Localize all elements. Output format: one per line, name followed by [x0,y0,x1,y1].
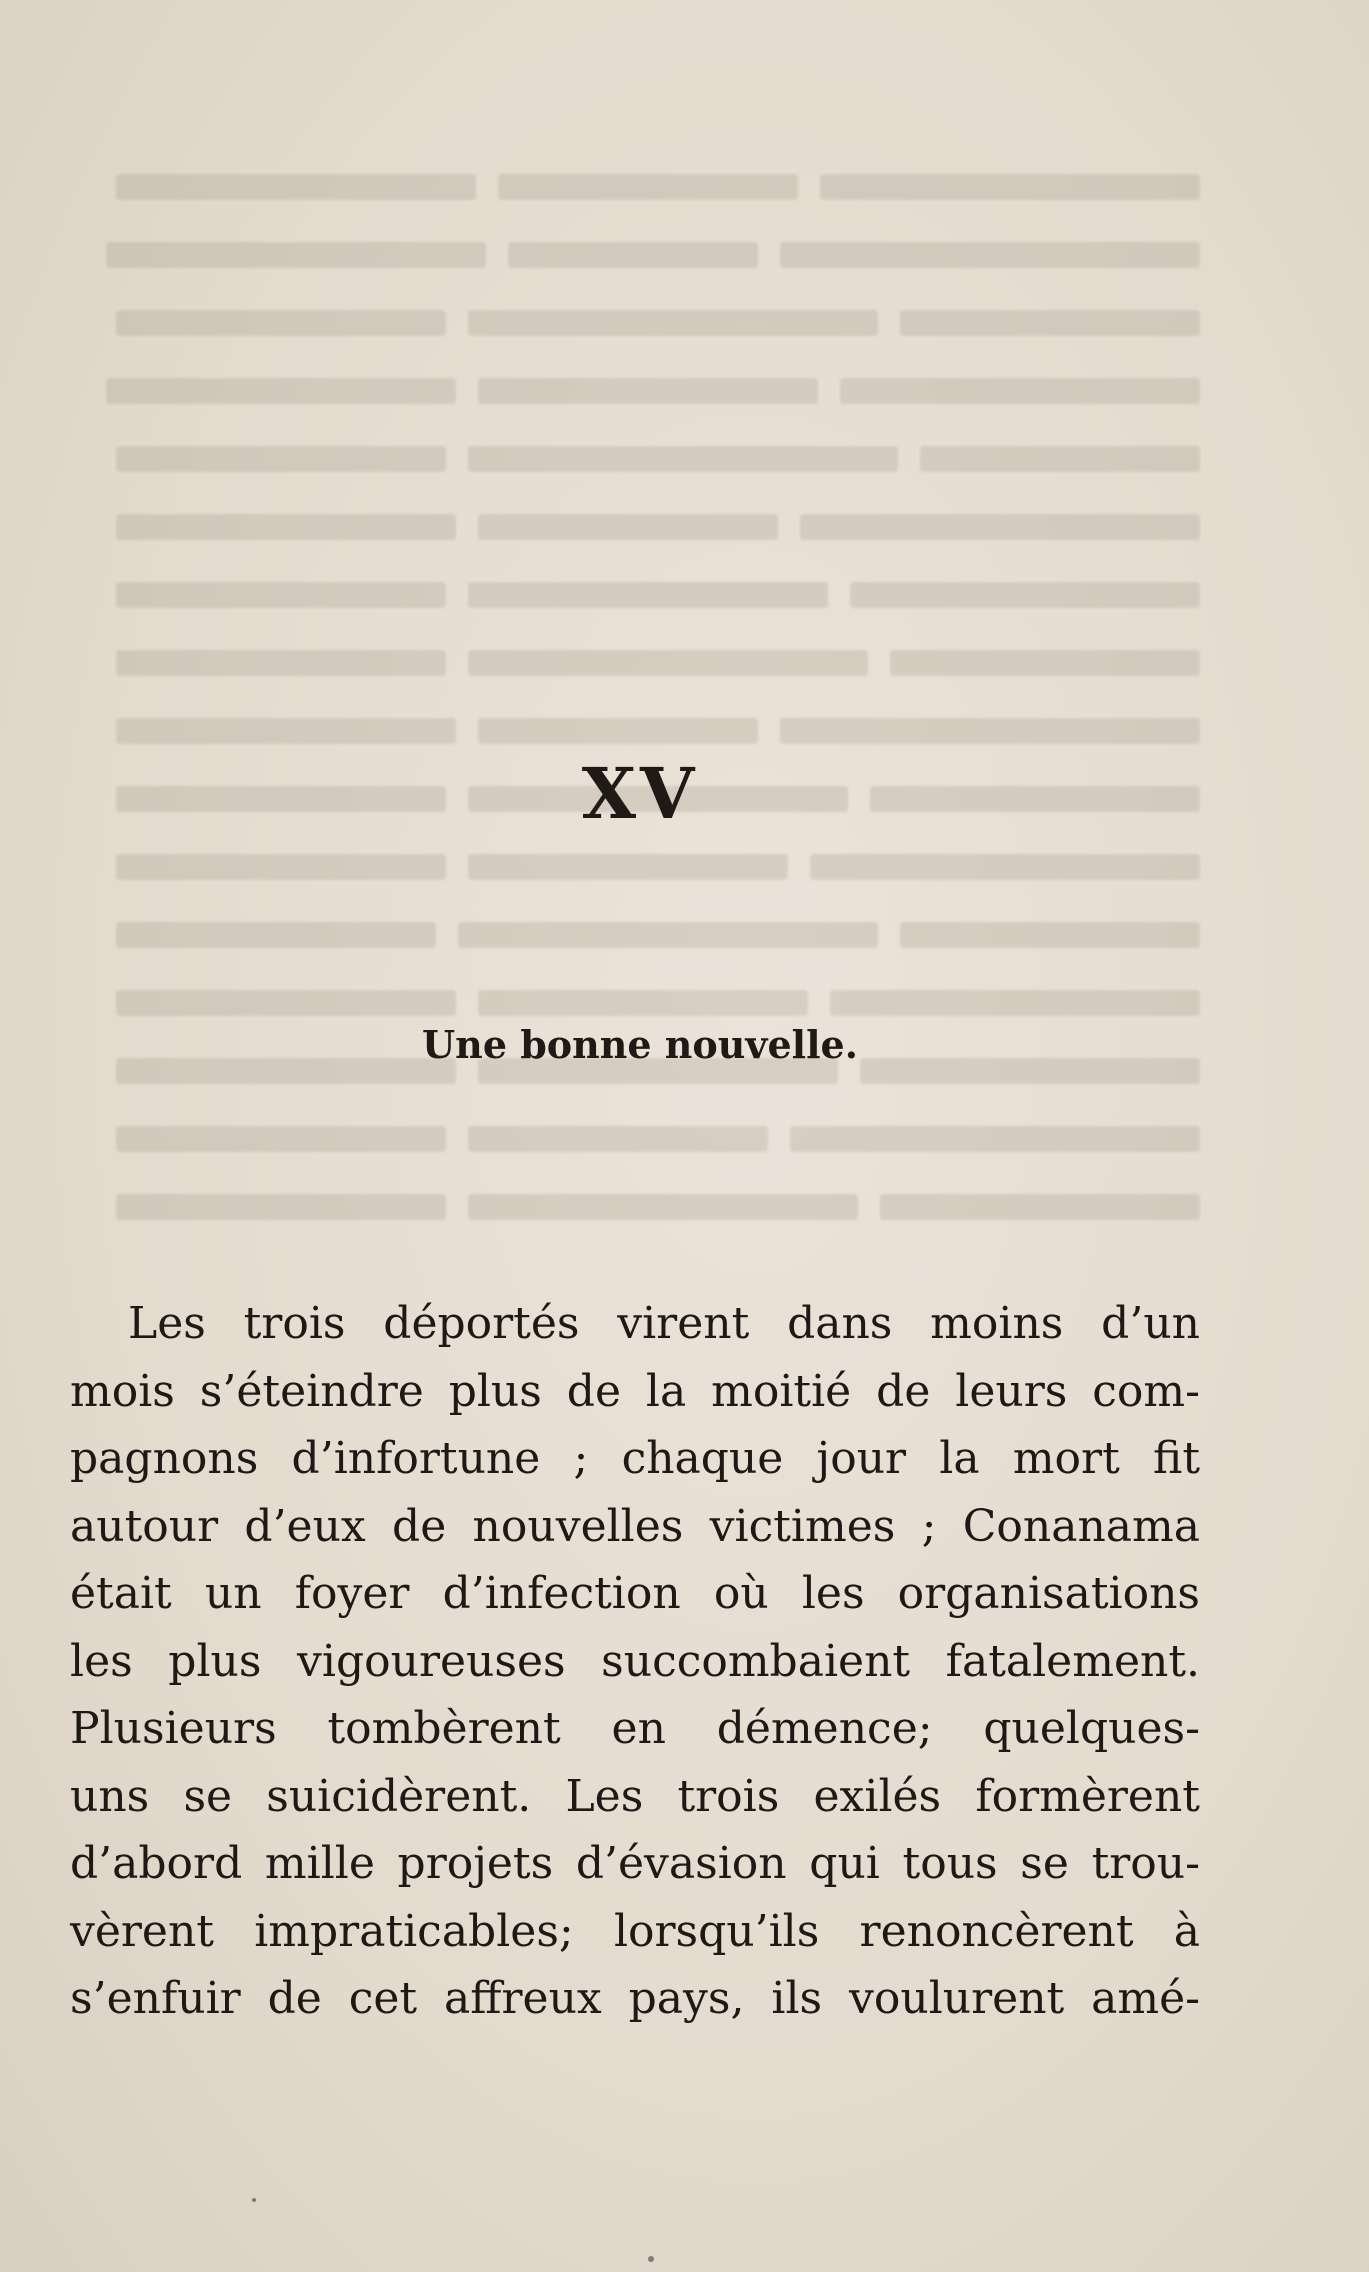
text-line: vèrent impraticables; lorsqu’ils renoncèrent à [70,1905,1200,1957]
body-paragraph [70,1290,1200,2033]
text-line: Plusieurs tombèrent en démence; quelques- [70,1703,1200,1754]
text-line: Les trois déportés virent dans moins d’un [128,1298,1200,1349]
text-line: mois s’éteindre plus de la moitié de leurs com- [70,1365,1200,1417]
text-line: les plus vigoureuses succombaient fatalement. [70,1635,1200,1687]
paper-speck [252,2198,256,2202]
chapter-number: XV [581,752,699,835]
text-line: d’abord mille projets d’évasion qui tous se trou- [70,1838,1200,1889]
text-line: s’enfuir de cet affreux pays, ils voulurent amé- [70,1973,1200,2024]
text-line: autour d’eux de nouvelles victimes ; Conanama [70,1500,1200,1552]
text-line: pagnons d’infortune ; chaque jour la mort fit [70,1433,1200,1484]
show-through-text [70,150,1200,1300]
paper-speck [648,2256,654,2262]
text-line: uns se suicidèrent. Les trois exilés formèrent [70,1770,1200,1822]
text-line: était un foyer d’infection où les organisations [70,1568,1200,1619]
chapter-title: Une bonne nouvelle. [422,1022,858,1067]
